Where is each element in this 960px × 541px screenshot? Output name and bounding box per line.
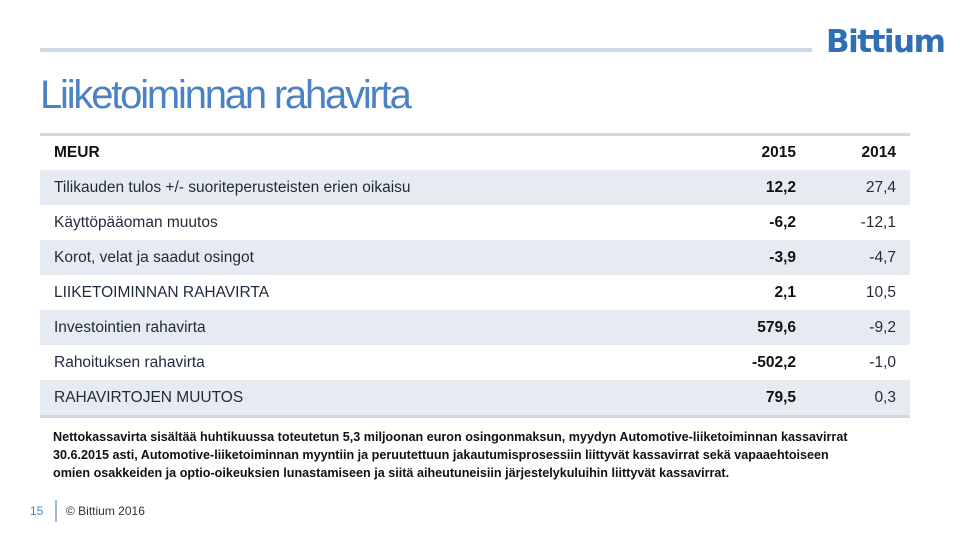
footnote-line: Nettokassavirta sisältää huhtikuussa toteutetun 5,3 miljoonan euron osingonmaksun, myydyn Automotive-liiketoiminnan kassavirrat xyxy=(53,430,848,444)
table-row xyxy=(40,240,910,275)
table-header-row xyxy=(40,135,910,171)
footnote-line: 30.6.2015 asti, Automotive-liiketoiminnan myyntiin ja peruutettuun jakautumisprosessiin liittyvät kassavirrat sekä vapaaehtoiseen xyxy=(53,448,829,462)
value-2015: 579,6 xyxy=(600,310,796,345)
row-label: Rahoituksen rahavirta xyxy=(54,353,205,371)
row-label: Käyttöpääoman muutos xyxy=(54,213,218,231)
slide-title: Liiketoiminnan rahavirta xyxy=(40,73,410,117)
header-rule xyxy=(40,48,812,52)
bittium-logo: Bittium xyxy=(826,24,945,60)
header-2015: 2015 xyxy=(600,135,796,171)
value-2014: 10,5 xyxy=(865,283,896,301)
value-2015: 79,5 xyxy=(600,380,796,417)
cash-flow-table xyxy=(40,133,910,418)
table-row xyxy=(40,345,910,380)
value-2015: -502,2 xyxy=(752,353,796,371)
row-label: Korot, velat ja saadut osingot xyxy=(40,240,600,275)
value-2015: -3,9 xyxy=(600,240,796,275)
value-2014: 27,4 xyxy=(796,170,910,205)
page-number: 15 xyxy=(30,504,44,518)
table-row xyxy=(40,380,910,417)
value-2015: -6,2 xyxy=(769,213,796,231)
value-2014: -1,0 xyxy=(869,353,896,371)
header-2014: 2014 xyxy=(796,135,910,171)
row-label: Investointien rahavirta xyxy=(40,310,600,345)
row-label: LIIKETOIMINNAN RAHAVIRTA xyxy=(54,283,270,301)
value-2014: -12,1 xyxy=(860,213,896,231)
row-label: RAHAVIRTOJEN MUUTOS xyxy=(40,380,600,417)
footnote-line: omien osakkeiden ja optio-oikeuksien lunastamiseen ja siitä aiheutuneisiin järjestelykuluihin liittyvät kassavirrat. xyxy=(53,466,730,480)
value-2014: -4,7 xyxy=(796,240,910,275)
table-row xyxy=(40,275,910,310)
copyright-text: © Bittium 2016 xyxy=(66,504,145,518)
value-2015: 2,1 xyxy=(774,283,796,301)
table-row xyxy=(40,205,910,240)
footer-divider xyxy=(55,500,57,522)
value-2015: 12,2 xyxy=(600,170,796,205)
value-2014: 0,3 xyxy=(796,380,910,417)
footnote xyxy=(53,428,913,482)
value-2014: -9,2 xyxy=(796,310,910,345)
row-label: Tilikauden tulos +/- suoriteperusteisten erien oikaisu xyxy=(40,170,600,205)
table-row xyxy=(40,170,910,205)
header-meur: MEUR xyxy=(40,135,600,171)
table-row xyxy=(40,310,910,345)
